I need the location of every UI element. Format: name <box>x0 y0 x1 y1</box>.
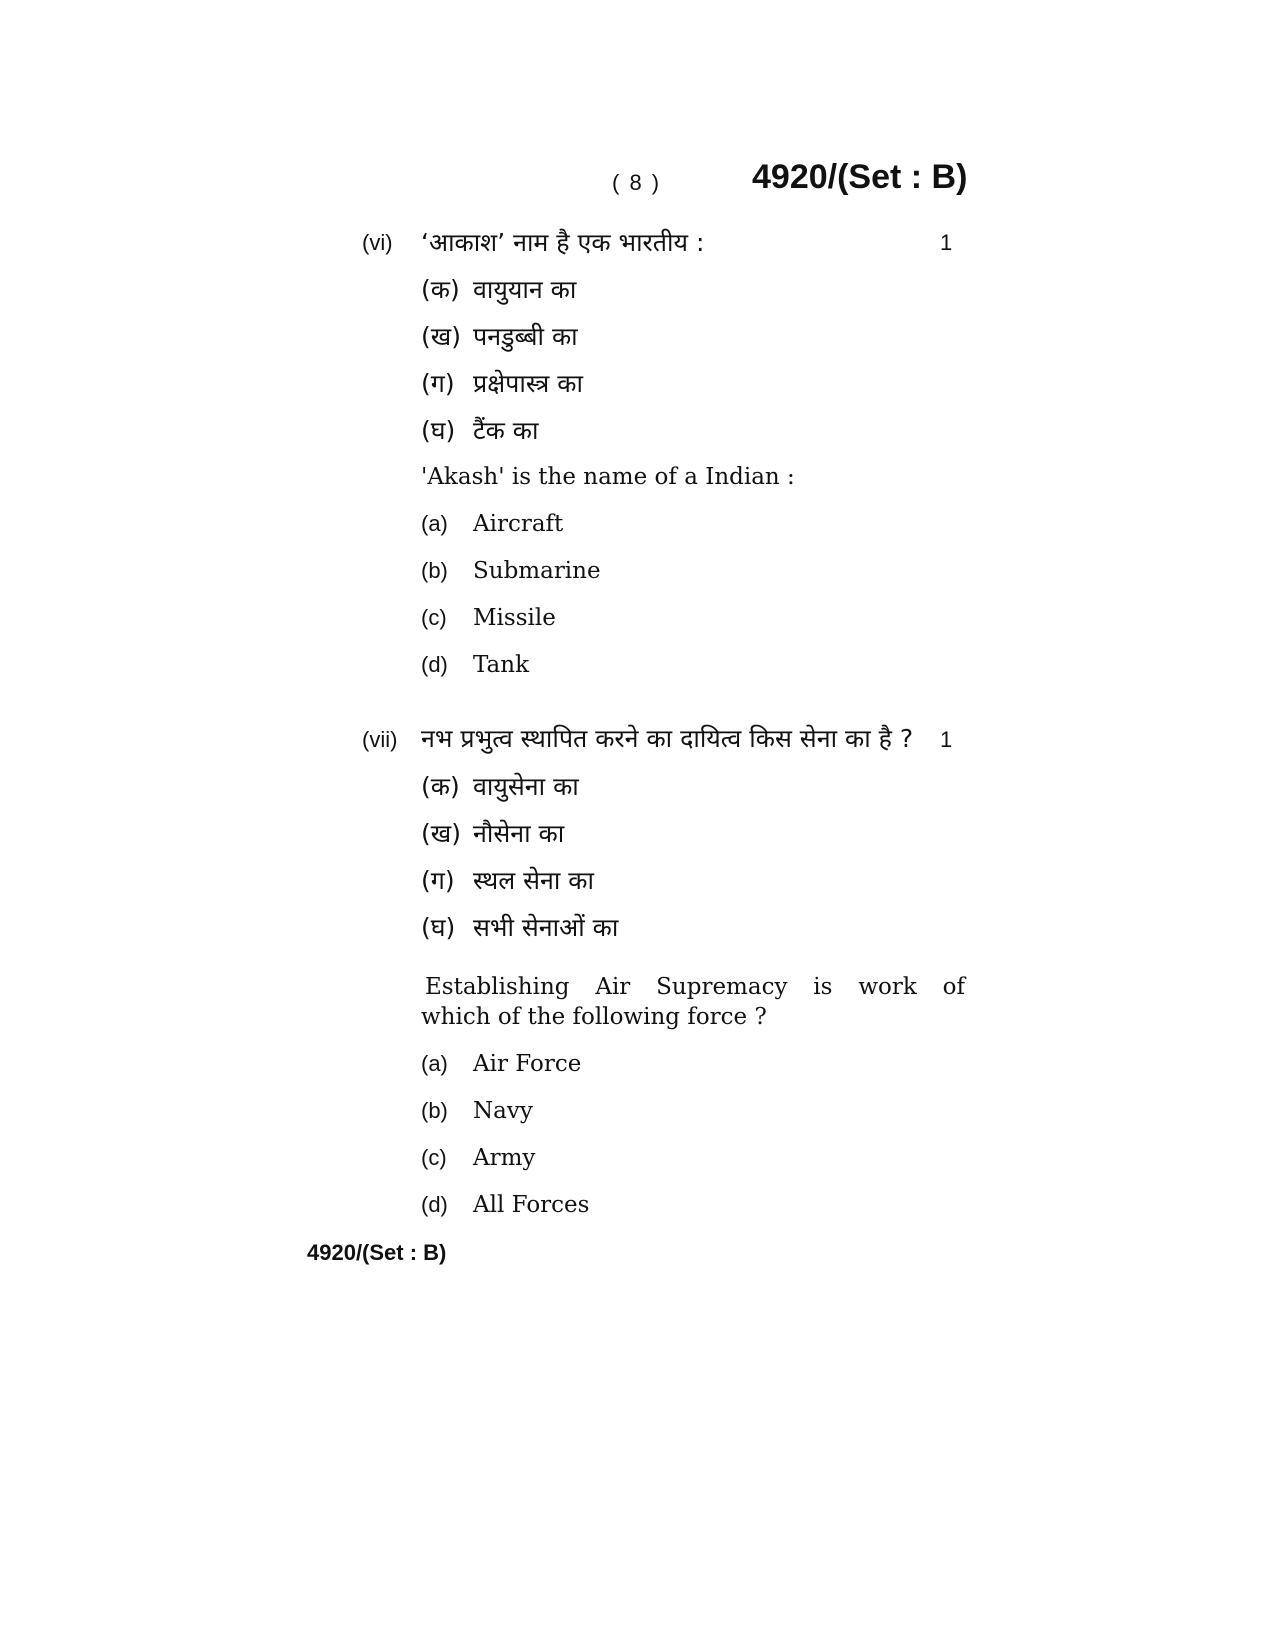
option-label: (d) <box>421 1192 448 1217</box>
option-text: Tank <box>473 652 530 678</box>
option-text: पनडुब्बी का <box>473 322 578 351</box>
option-hindi <box>421 769 579 803</box>
option-text: Air Force <box>473 1051 582 1077</box>
option-label: (ग) <box>421 866 455 895</box>
option-text: सभी सेनाओं का <box>473 913 619 942</box>
option-label: (ख) <box>421 819 461 848</box>
question-marks: 1 <box>940 727 953 752</box>
option-english <box>421 1145 535 1171</box>
question-text-hindi: नभ प्रभुत्व स्थापित करने का दायित्व किस सेना का है ? <box>421 724 914 753</box>
option-text: प्रक्षेपास्त्र का <box>473 369 583 398</box>
question-marks: 1 <box>940 230 953 255</box>
question-text-english: 'Akash' is the name of a Indian : <box>421 464 795 490</box>
option-text: स्थल सेना का <box>473 866 594 895</box>
option-hindi <box>421 816 564 850</box>
option-hindi <box>421 863 594 897</box>
option-label: (c) <box>421 605 447 630</box>
question-text-hindi: ‘आकाश’ नाम है एक भारतीय : <box>421 228 705 257</box>
option-hindi <box>421 319 578 353</box>
option-label: (ख) <box>421 322 461 351</box>
option-label: (ग) <box>421 369 455 398</box>
option-hindi <box>421 366 583 400</box>
question-number: (vi) <box>362 230 393 255</box>
option-label: (b) <box>421 1098 448 1123</box>
option-english <box>421 1051 581 1077</box>
option-text: Submarine <box>473 558 601 584</box>
option-label: (घ) <box>421 913 456 942</box>
option-text: Navy <box>473 1098 533 1124</box>
page-number: ( 8 ) <box>612 170 662 195</box>
option-hindi <box>421 910 618 944</box>
option-text: Missile <box>473 605 556 631</box>
paper-code-footer: 4920/(Set : B) <box>307 1240 447 1265</box>
option-text: टैंक का <box>473 416 539 445</box>
question-text-english-line2: which of the following force ? <box>421 1004 767 1030</box>
option-label: (क) <box>421 275 460 304</box>
paper-code-header: 4920/(Set : B) <box>752 158 968 196</box>
option-english <box>421 652 529 678</box>
option-english <box>421 511 563 537</box>
option-text: नौसेना का <box>473 819 565 848</box>
option-english <box>421 558 601 584</box>
option-label: (a) <box>421 511 448 536</box>
option-text: All Forces <box>473 1192 590 1218</box>
option-english <box>421 1098 533 1124</box>
option-label: (क) <box>421 772 460 801</box>
option-text: Aircraft <box>473 511 564 537</box>
option-text: Army <box>473 1145 536 1171</box>
option-text: वायुयान का <box>473 275 577 304</box>
question-number: (vii) <box>362 727 398 752</box>
option-hindi <box>421 413 538 447</box>
option-label: (d) <box>421 652 448 677</box>
option-label: (घ) <box>421 416 456 445</box>
question-text-english-line1: Establishing Air Supremacy is work of <box>425 974 965 1000</box>
option-english <box>421 605 556 631</box>
option-label: (a) <box>421 1051 448 1076</box>
option-text: वायुसेना का <box>473 772 579 801</box>
option-english <box>421 1192 589 1218</box>
option-hindi <box>421 272 576 306</box>
option-label: (c) <box>421 1145 447 1170</box>
option-label: (b) <box>421 558 448 583</box>
